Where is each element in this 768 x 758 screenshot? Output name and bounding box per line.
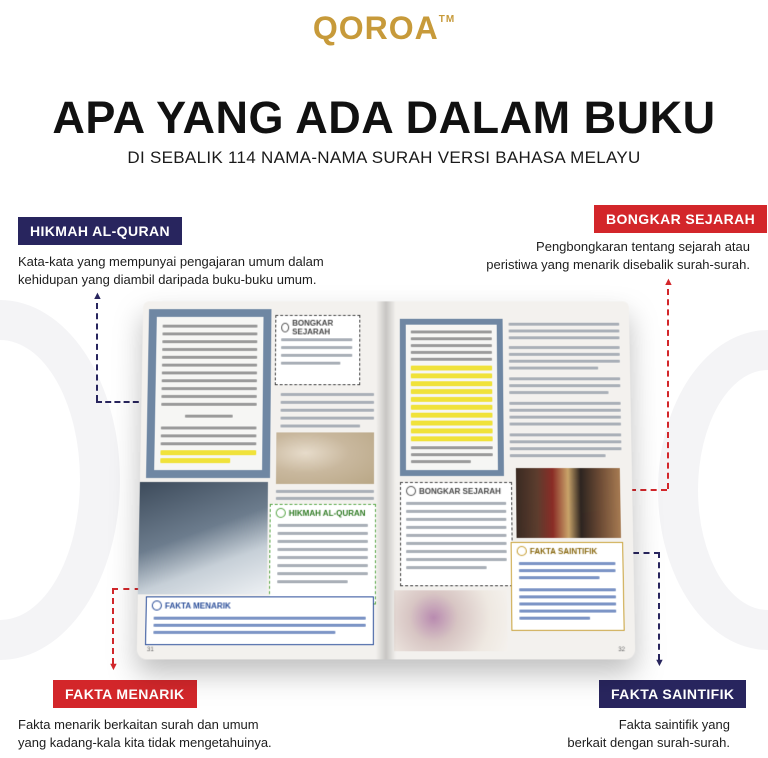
bongkar-description-line: peristiwa yang menarik disebalik surah-surah. — [486, 257, 750, 272]
search-icon — [281, 323, 289, 333]
open-book — [137, 301, 636, 661]
page-subtitle: DI SEBALIK 114 NAMA-NAMA SURAH VERSI BAHASA MELAYU — [127, 148, 641, 167]
hikmah-description-line: kehidupan yang diambil daripada buku-buku umum. — [18, 272, 317, 287]
page-title: APA YANG ADA DALAM BUKU — [52, 92, 716, 143]
arrow-up-icon: ▲ — [92, 290, 103, 302]
bongkar-description — [420, 238, 750, 274]
fakta-saintifik-connector — [658, 552, 660, 660]
fakta-saintifik-description-line: Fakta saintifik yang — [618, 717, 730, 732]
hikmah-connector — [96, 401, 148, 403]
bongkar-description-line: Pengbongkaran tentang sejarah atau — [536, 239, 750, 254]
bongkar-connector — [667, 289, 669, 489]
search-icon — [406, 486, 416, 496]
bongkar-box-label: BONGKAR SEJARAH — [419, 486, 501, 496]
trademark-mark: TM — [438, 14, 456, 25]
book-left-page — [137, 301, 386, 659]
brand-logo — [0, 10, 768, 47]
hikmah-box-label: HIKMAH AL-QURAN — [288, 508, 366, 518]
snow-photo — [138, 482, 268, 594]
page-number: 32 — [618, 647, 626, 654]
hikmah-tag: HIKMAH AL-QURAN — [18, 217, 182, 245]
arabic-text-area — [154, 317, 263, 470]
hikmah-description-line: Kata-kata yang mempunyai pengajaran umum dalam — [18, 254, 324, 269]
fakta-menarik-tag: FAKTA MENARIK — [53, 680, 197, 708]
bongkar-sejarah-box — [275, 315, 361, 385]
arabic-text-area — [406, 325, 498, 470]
page-number: 31 — [146, 647, 154, 654]
fakta-saintifik-tag: FAKTA SAINTIFIK — [599, 680, 746, 708]
flask-icon — [517, 546, 527, 556]
fakta-saintifik-description-line: berkait dengan surah-surah. — [567, 735, 730, 750]
fakta-menarik-description-line: Fakta menarik berkaitan surah dan umum — [18, 717, 259, 732]
hikmah-description — [18, 253, 348, 289]
hikmah-connector — [96, 303, 98, 401]
arabic-text-panel — [146, 309, 271, 478]
book-spine — [376, 301, 396, 659]
arrow-up-icon: ▲ — [663, 276, 674, 288]
arrow-down-icon: ▼ — [108, 661, 119, 673]
brand-logo-text: QOROA — [312, 10, 439, 46]
bongkar-tag: BONGKAR SEJARAH — [594, 205, 767, 233]
hikmah-al-quran-box — [269, 504, 376, 605]
arabic-text-panel — [400, 319, 504, 476]
book-icon — [276, 508, 286, 518]
book-right-page — [386, 301, 635, 659]
fakta-menarik-description — [18, 716, 348, 752]
saintifik-box-label: FAKTA SAINTIFIK — [529, 546, 598, 556]
background-watermark-left — [0, 300, 120, 660]
lightbulb-icon — [152, 600, 162, 610]
fakta-menarik-box-label: FAKTA MENARIK — [164, 600, 231, 611]
flowers-photo — [394, 590, 507, 651]
books-photo — [516, 468, 621, 538]
bongkar-box-label: BONGKAR SEJARAH — [292, 318, 334, 337]
fabric-photo — [276, 432, 374, 484]
fakta-menarik-description-line: yang kadang-kala kita tidak mengetahuinya. — [18, 735, 272, 750]
bongkar-connector — [630, 489, 667, 491]
fakta-menarik-connector — [112, 588, 114, 664]
fakta-saintifik-description — [420, 716, 730, 752]
arrow-down-icon: ▼ — [654, 657, 665, 669]
fakta-menarik-box — [145, 596, 374, 645]
background-watermark-right — [658, 330, 768, 650]
